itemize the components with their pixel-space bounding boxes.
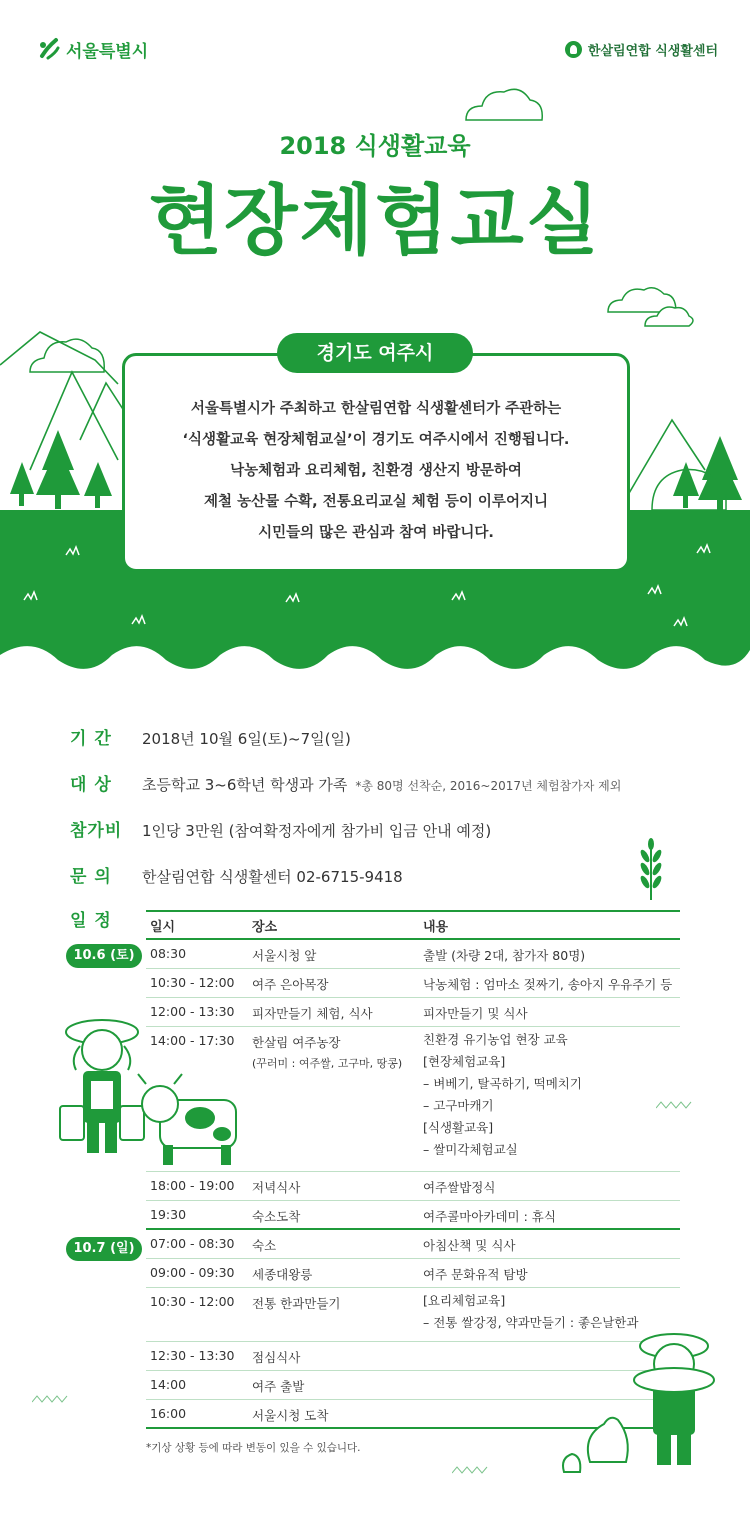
location-tag: 경기도 여주시 bbox=[277, 333, 473, 373]
row-content: 여주콜마아카데미 : 휴식 bbox=[423, 1209, 556, 1224]
row-place: 전통 한과만들기 bbox=[252, 1296, 341, 1311]
row-place-main: 한살림 여주농장 bbox=[252, 1035, 341, 1050]
info-contact bbox=[70, 862, 403, 887]
intro-line: 제철 농산물 수확, 전통요리교실 체험 등이 이루어지니 bbox=[204, 494, 548, 510]
target-note: *총 80명 선착순, 2016~2017년 체험참가자 제외 bbox=[355, 779, 622, 793]
table-row bbox=[146, 1259, 680, 1288]
info-period bbox=[70, 724, 351, 749]
hansalim-logo-text: 한살림연합 식생활센터 bbox=[587, 44, 718, 59]
row-time: 19:30 bbox=[150, 1207, 187, 1222]
schedule-footnote: *기상 상황 등에 따라 변동이 있을 수 있습니다. bbox=[146, 1442, 361, 1454]
content-line: [식생활교육] bbox=[423, 1120, 494, 1135]
content-line: – 고구마캐기 bbox=[423, 1098, 494, 1113]
row-time: 10:30 - 12:00 bbox=[150, 1294, 235, 1309]
row-time: 12:30 - 13:30 bbox=[150, 1348, 235, 1363]
info-schedule bbox=[70, 906, 142, 931]
girl-icon bbox=[60, 1020, 144, 1152]
content-line: 친환경 유기농업 현장 교육 bbox=[423, 1032, 568, 1047]
row-content: 피자만들기 및 식사 bbox=[423, 1006, 528, 1021]
content-line: [요리체험교육] bbox=[423, 1293, 506, 1308]
row-content: 출발 (차량 2대, 참가자 80명) bbox=[423, 948, 586, 963]
zigzag-icon bbox=[32, 1394, 72, 1404]
cow-icon bbox=[138, 1074, 236, 1164]
row-time: 12:00 - 13:30 bbox=[150, 1004, 235, 1019]
intro-line: ‘식생활교육 현장체험교실’이 경기도 여주시에서 진행됩니다. bbox=[182, 432, 570, 448]
row-content bbox=[421, 1027, 680, 1171]
info-target bbox=[70, 770, 621, 795]
intro-line: 시민들의 많은 관심과 참여 바랍니다. bbox=[258, 525, 494, 541]
content-line: – 전통 쌀강정, 약과만들기 : 좋은날한과 bbox=[423, 1315, 639, 1330]
content-line: – 벼베기, 탈곡하기, 떡메치기 bbox=[423, 1076, 582, 1091]
zigzag-icon bbox=[452, 1465, 492, 1475]
boy-hen-illustration bbox=[552, 1322, 728, 1482]
row-place: 피자만들기 체험, 식사 bbox=[252, 1006, 373, 1021]
row-time: 14:00 bbox=[150, 1377, 187, 1392]
table-row bbox=[146, 1230, 680, 1259]
event-title: 현장체험교실 bbox=[148, 176, 602, 265]
row-time: 14:00 - 17:30 bbox=[150, 1033, 235, 1048]
header-place: 장소 bbox=[252, 919, 278, 935]
target-label: 대 상 bbox=[70, 775, 112, 795]
row-time: 10:30 - 12:00 bbox=[150, 975, 235, 990]
contact-label: 문 의 bbox=[70, 867, 112, 887]
seoul-logo-text: 서울특별시 bbox=[66, 41, 149, 62]
period-value: 2018년 10월 6일(토)~7일(일) bbox=[142, 730, 351, 748]
contact-value: 한살림연합 식생활센터 02-6715-9418 bbox=[142, 868, 403, 886]
row-place: 여주 은아목장 bbox=[252, 977, 329, 992]
row-place: 저녁식사 bbox=[252, 1180, 301, 1195]
row-place: 숙소 bbox=[252, 1238, 277, 1253]
event-subtitle: 2018 식생활교육 bbox=[279, 132, 471, 160]
content-line: – 쌀미각체험교실 bbox=[423, 1142, 518, 1157]
intro-text bbox=[122, 394, 630, 549]
hen-icon bbox=[563, 1418, 628, 1472]
row-place: 세종대왕릉 bbox=[252, 1267, 313, 1282]
row-place: 서울시청 도착 bbox=[252, 1408, 329, 1423]
row-time: 09:00 - 09:30 bbox=[150, 1265, 235, 1280]
row-content: 여주쌀밥정식 bbox=[423, 1180, 496, 1195]
info-fee bbox=[70, 816, 491, 841]
header-content: 내용 bbox=[423, 919, 449, 935]
row-content: 아침산책 및 식사 bbox=[423, 1238, 516, 1253]
table-row bbox=[146, 940, 680, 969]
table-row bbox=[146, 1201, 680, 1230]
intro-line: 낙농체험과 요리체험, 친환경 생산지 방문하여 bbox=[230, 463, 522, 479]
row-time: 07:00 - 08:30 bbox=[150, 1236, 235, 1251]
table-row bbox=[146, 969, 680, 998]
header-time: 일시 bbox=[150, 919, 176, 935]
boy-icon bbox=[634, 1334, 714, 1464]
row-time: 18:00 - 19:00 bbox=[150, 1178, 235, 1193]
content-line: [현장체험교육] bbox=[423, 1054, 506, 1069]
zigzag-icon bbox=[656, 1100, 696, 1110]
fee-value: 1인당 3만원 (참여확정자에게 참가비 입금 안내 예정) bbox=[142, 822, 492, 840]
intro-line: 서울특별시가 주최하고 한살림연합 식생활센터가 주관하는 bbox=[190, 401, 562, 417]
day-badge-2: 10.7 (일) bbox=[66, 1237, 142, 1261]
row-place: 여주 출발 bbox=[252, 1379, 305, 1394]
row-time: 16:00 bbox=[150, 1406, 187, 1421]
row-place: 숙소도착 bbox=[252, 1209, 301, 1224]
table-row bbox=[146, 1172, 680, 1201]
day-badge-1: 10.6 (토) bbox=[66, 944, 142, 968]
schedule-header-row bbox=[146, 910, 680, 940]
row-place: 점심식사 bbox=[252, 1350, 301, 1365]
row-time: 08:30 bbox=[150, 946, 187, 961]
girl-cow-illustration bbox=[50, 1010, 245, 1170]
schedule-label: 일 정 bbox=[70, 911, 112, 931]
row-place-sub: (꾸러미 : 여주쌀, 고구마, 땅콩) bbox=[252, 1057, 403, 1070]
row-content: 여주 문화유적 탐방 bbox=[423, 1267, 528, 1282]
row-place bbox=[250, 1027, 421, 1171]
wheat-icon bbox=[636, 838, 666, 902]
period-label: 기 간 bbox=[70, 729, 112, 749]
target-value: 초등학교 3~6학년 학생과 가족 bbox=[142, 776, 348, 794]
fee-label: 참가비 bbox=[70, 821, 123, 841]
row-content: 낙농체험 : 엄마소 젖짜기, 송아지 우유주기 등 bbox=[423, 977, 673, 992]
row-place: 서울시청 앞 bbox=[252, 948, 317, 963]
